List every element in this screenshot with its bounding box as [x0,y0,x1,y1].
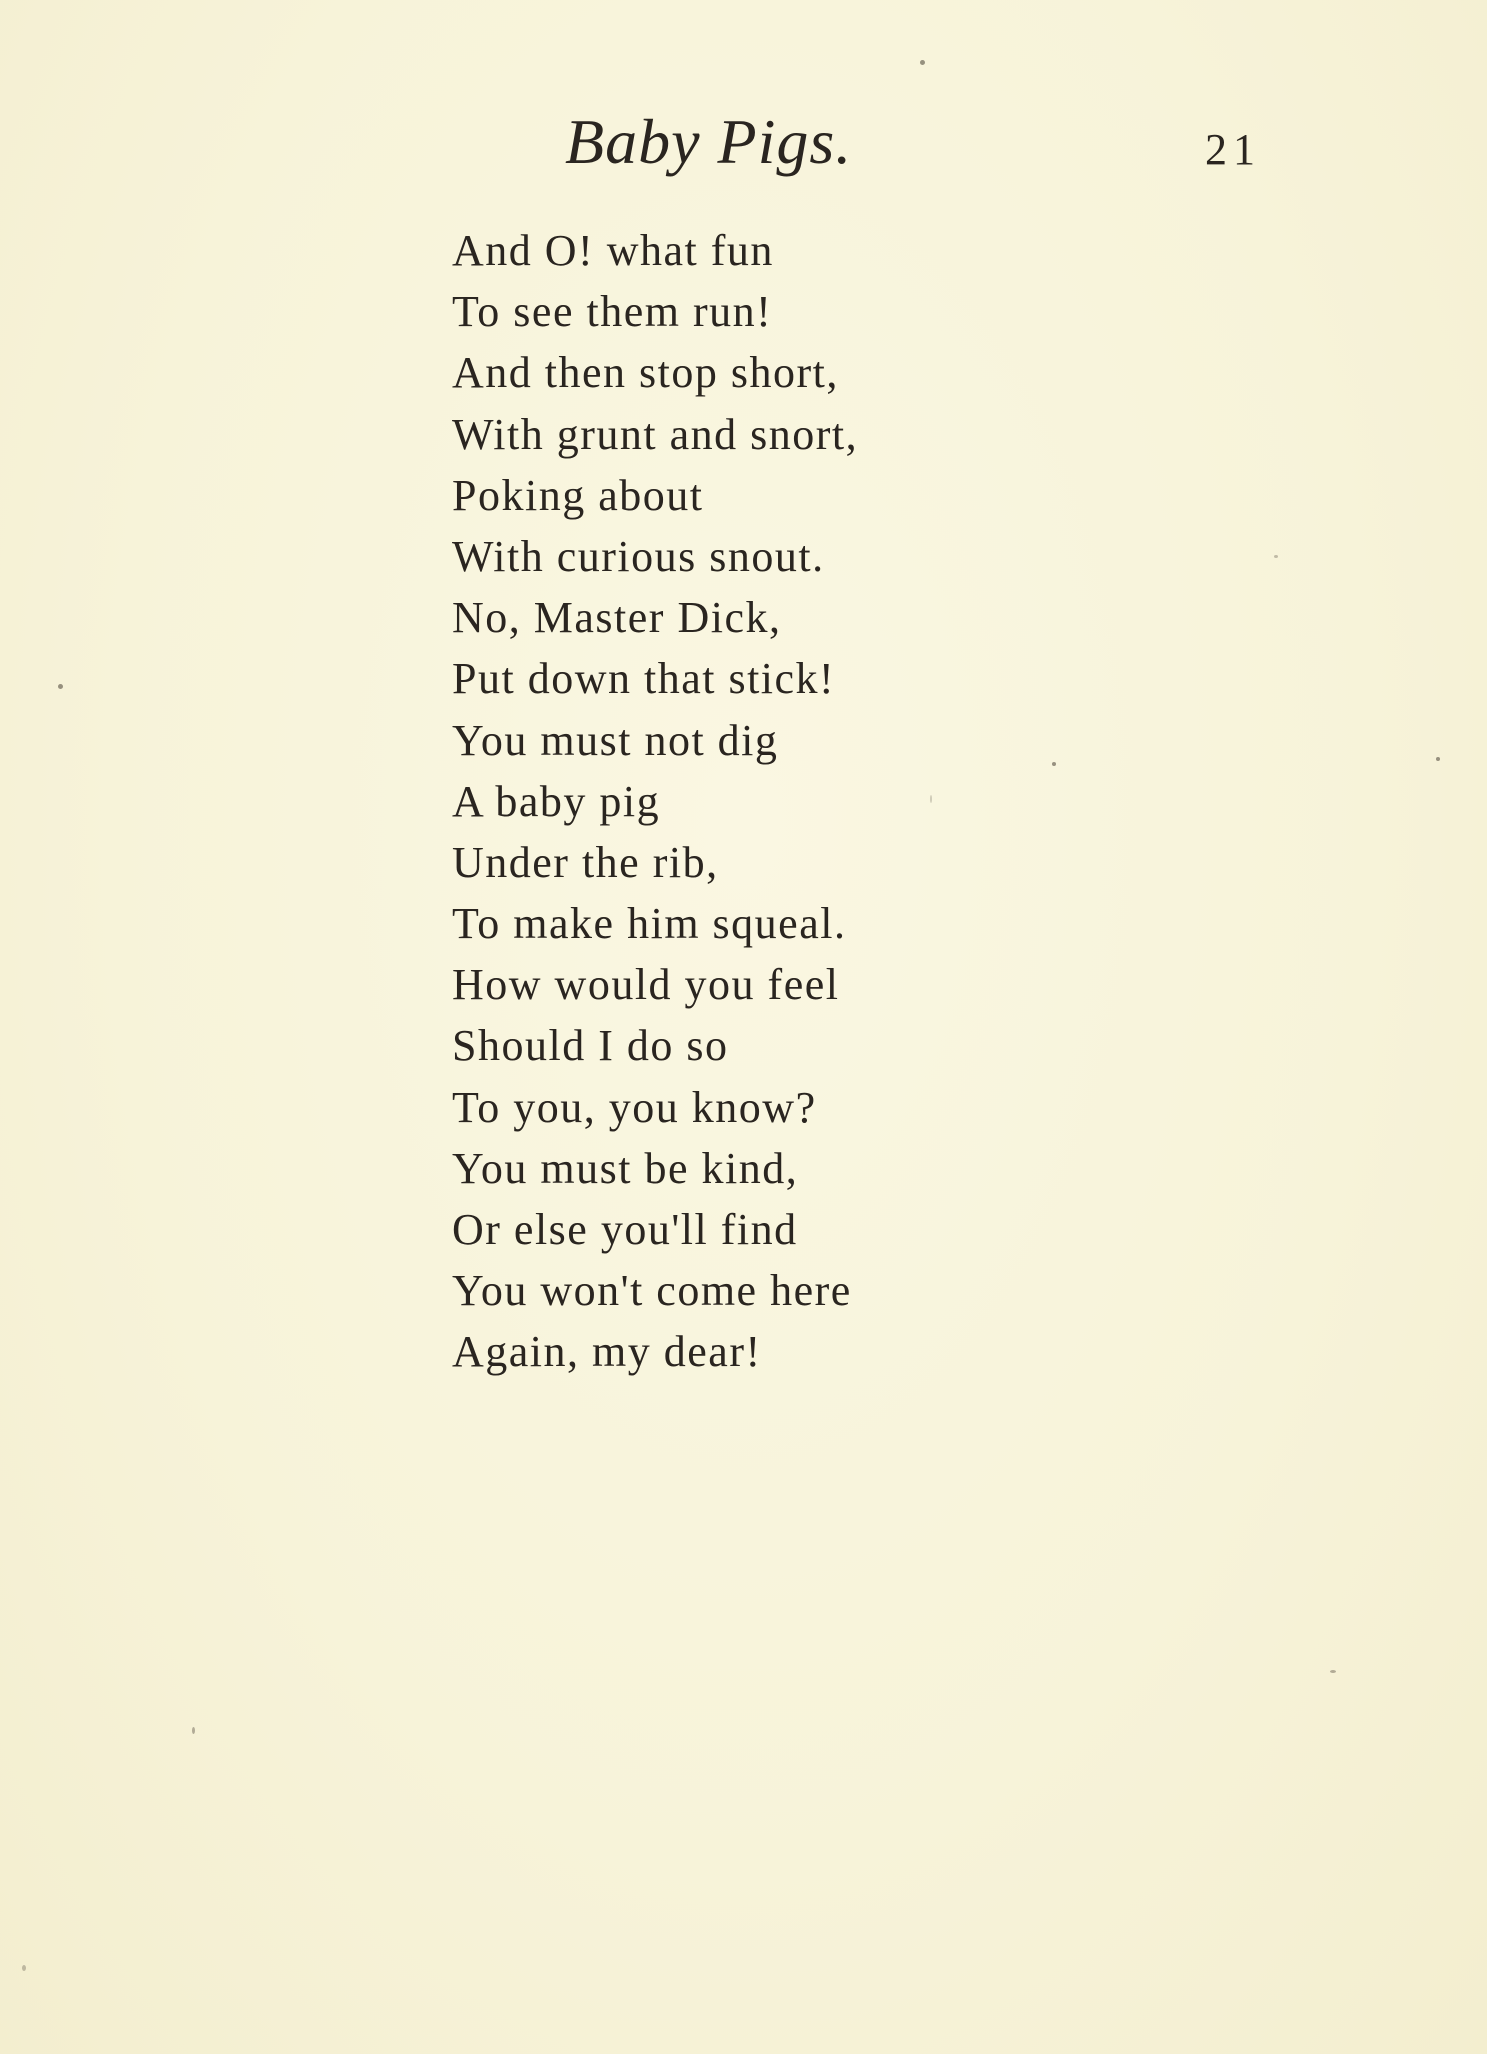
poem-line: No, Master Dick, [452,593,782,643]
poem-line: Again, my dear! [452,1327,762,1377]
paper-speck [1330,1670,1336,1673]
poem-line: Or else you'll find [452,1205,798,1254]
poem-line: Poking about [452,470,704,520]
poem-line: You won't come here [452,1266,852,1316]
poem [452,220,1252,1383]
paper-speck [1436,757,1440,761]
paper-speck [930,795,932,803]
poem-line: Should I do so [452,1021,729,1071]
poem-line: You must not dig [452,715,779,765]
poem-line: Put down that stick! [452,654,836,704]
poem-line: You must be kind, [452,1143,799,1193]
poem-line: And O! what fun [452,226,774,275]
paper-speck [192,1727,195,1734]
poem-line: To see them run! [452,287,773,337]
paper-speck [58,684,63,689]
paper-speck [920,60,925,65]
paper-speck [1274,555,1278,558]
running-head [0,102,1487,182]
poem-line: A baby pig [452,776,661,826]
page-number: 21 [1205,125,1261,174]
poem-line: How would you feel [452,960,840,1010]
paper-speck [22,1965,26,1971]
poem-line: To make him squeal. [452,899,847,949]
poem-line: With grunt and snort, [452,409,859,459]
poem-line: Under the rib, [452,837,719,887]
poem-line: To you, you know? [452,1082,817,1132]
poem-line: And then stop short, [452,348,839,398]
page-title: Baby Pigs. [565,106,853,177]
paper-speck [1052,762,1056,766]
poem-line: With curious snout. [452,531,825,581]
